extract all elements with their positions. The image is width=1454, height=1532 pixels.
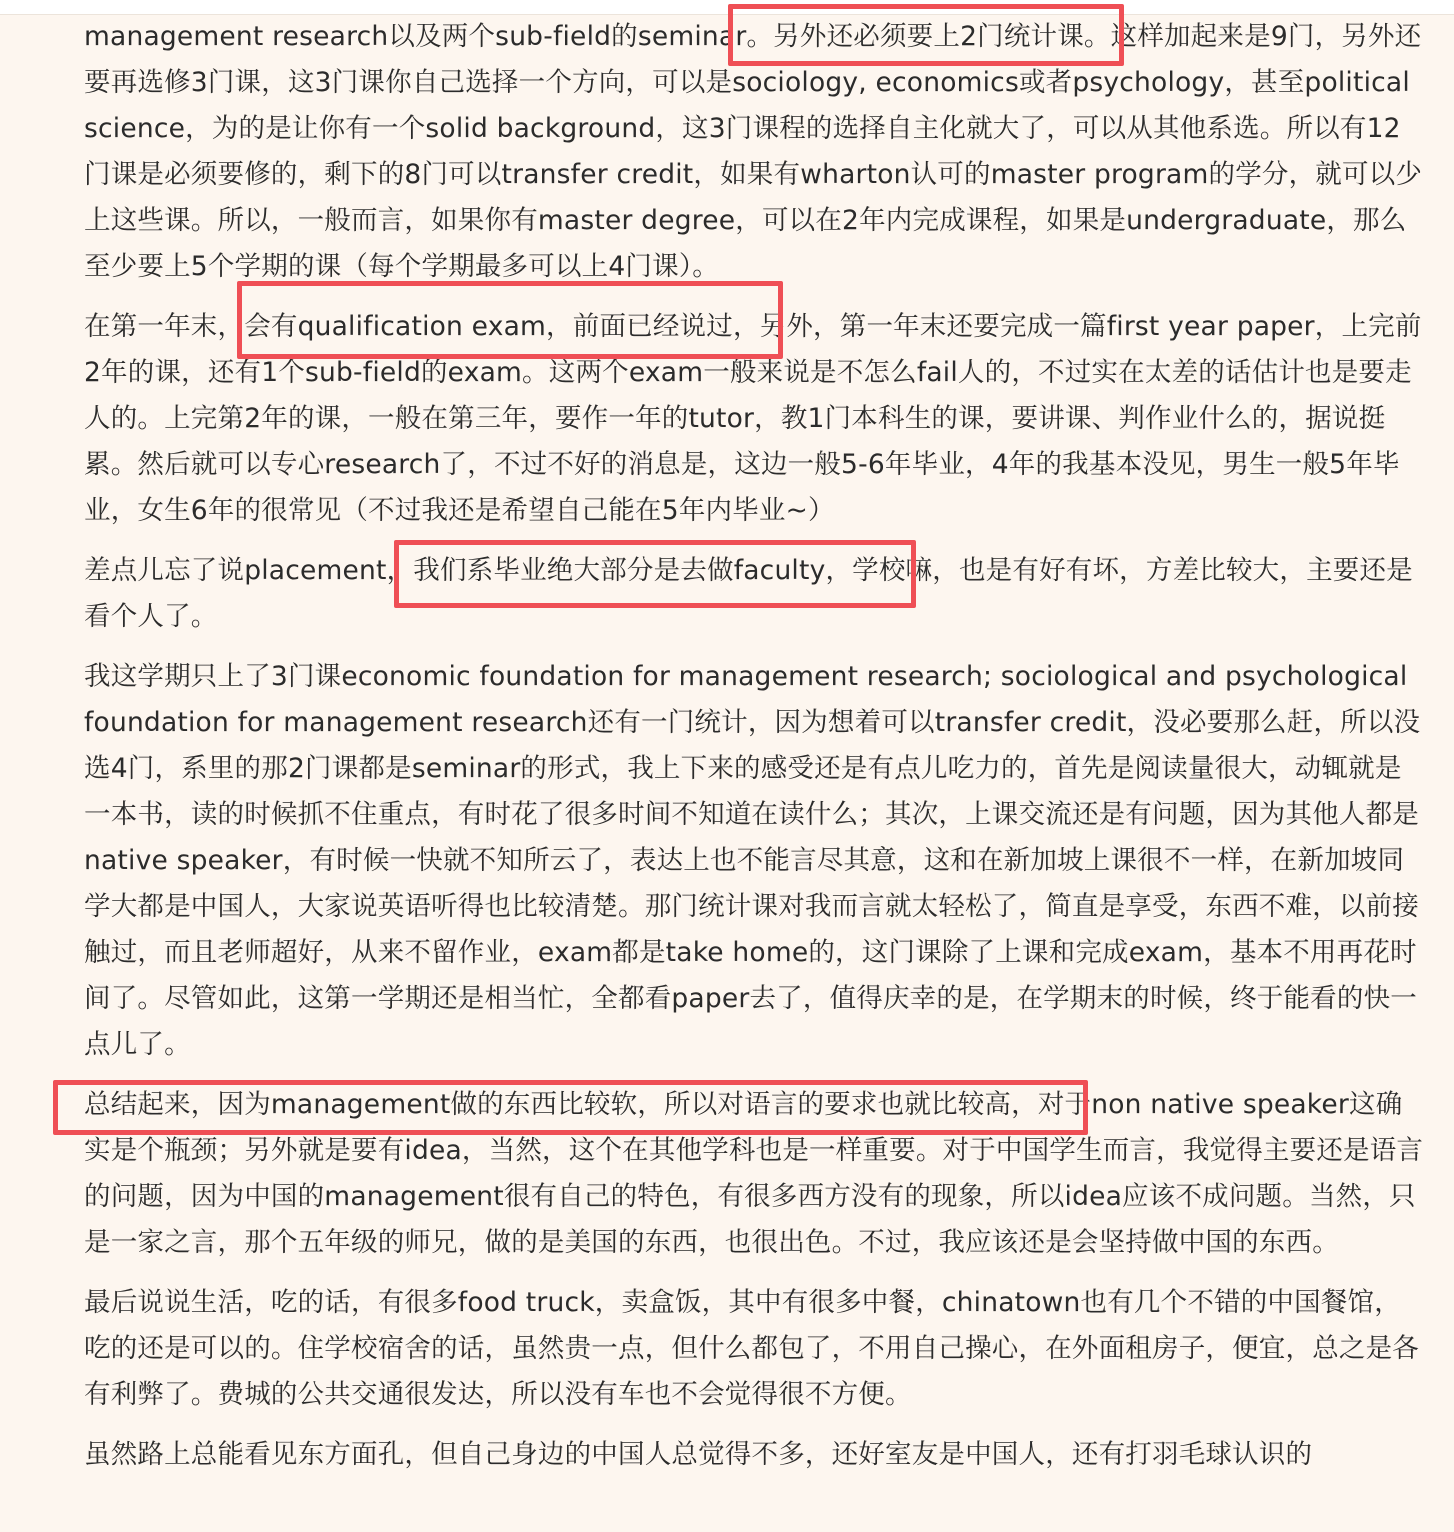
paragraph-5: 总结起来，因为management做的东西比较软，所以对语言的要求也就比较高，对于non native speaker这确实是个瓶颈；另外就是要有idea，当然，这个在其他学科也是一样重要。对于中国学生而言，我觉得主要还是语言的问题，因为中国的management很有自己的特色，有很多西方没有的现象，所以idea应该不成问题。当然，只是一家之言，那个五年级的师兄，做的是美国的东西，也很出色。不过，我应该还是会坚持做中国的东西。 bbox=[84, 1089, 1424, 1258]
paragraph-4: 我这学期只上了3门课economic foundation for management research; sociological and psychological foundation for management research还有一门统计，因为想着可以transfer credit，没必要那么赶，所以没选4门，系里的那2门课都是seminar的形式，我上下来的感受还是有点儿吃力的，首先是阅读量很大，动辄就是一本书，读的时候抓不住重点，有时花了很多时间不知道在读什么；其次，上课交流还是有问题，因为其他人都是native speaker，有时候一快就不知所云了，表达上也不能言尽其意，这和在新加坡上课很不一样，在新加坡同学大都是中国人，大家说英语听得也比较清楚。那门统计课对我而言就太轻松了，简直是享受，东西不难，以前接触过，而且老师超好，从来不留作业，exam都是take home的，这门课除了上课和完成exam，基本不用再花时间了。尽管如此，这第一学期还是相当忙，全都看paper去了，值得庆幸的是，在学期末的时候，终于能看的快一点儿了。 bbox=[84, 661, 1421, 1060]
top-bar bbox=[0, 0, 1454, 15]
paragraph-6: 最后说说生活，吃的话，有很多food truck，卖盒饭，其中有很多中餐，chinatown也有几个不错的中国餐馆，吃的还是可以的。住学校宿舍的话，虽然贵一点，但什么都包了，不用自己操心，在外面租房子，便宜，总之是各有利弊了。费城的公共交通很发达，所以没有车也不会觉得很不方便。 bbox=[84, 1287, 1419, 1410]
paragraph-3: 差点儿忘了说placement，我们系毕业绝大部分是去做faculty，学校嘛，也是有好有坏，方差比较大，主要还是看个人了。 bbox=[84, 555, 1413, 632]
paragraph-7: 虽然路上总能看见东方面孔，但自己身边的中国人总觉得不多，还好室友是中国人，还有打羽毛球认识的 bbox=[84, 1439, 1313, 1470]
paragraph-1: management research以及两个sub-field的seminar。另外还必须要上2门统计课。这样加起来是9门，另外还要再选修3门课，这3门课你自己选择一个方向，可以是sociology, economics或者psychology，甚至political science，为的是让你有一个solid background，这3门课程的选择自主化就大了，可以从其他系选。所以有12门课是必须要修的，剩下的8门可以transfer credit，如果有wharton认可的master program的学分，就可以少上这些课。所以，一般而言，如果你有master degree，可以在2年内完成课程，如果是undergraduate，那么至少要上5个学期的课（每个学期最多可以上4门课）。 bbox=[84, 21, 1423, 282]
paragraph-2: 在第一年末，会有qualification exam，前面已经说过，另外，第一年末还要完成一篇first year paper，上完前2年的课，还有1个sub-field的exam。这两个exam一般来说是不怎么fail人的，不过实在太差的话估计也是要走人的。上完第2年的课，一般在第三年，要作一年的tutor，教1门本科生的课，要讲课、判作业什么的，据说挺累。然后就可以专心research了，不过不好的消息是，这边一般5-6年毕业，4年的我基本没见，男生一般5年毕业，女生6年的很常见（不过我还是希望自己能在5年内毕业~） bbox=[84, 311, 1422, 526]
article-body bbox=[84, 14, 1424, 1478]
